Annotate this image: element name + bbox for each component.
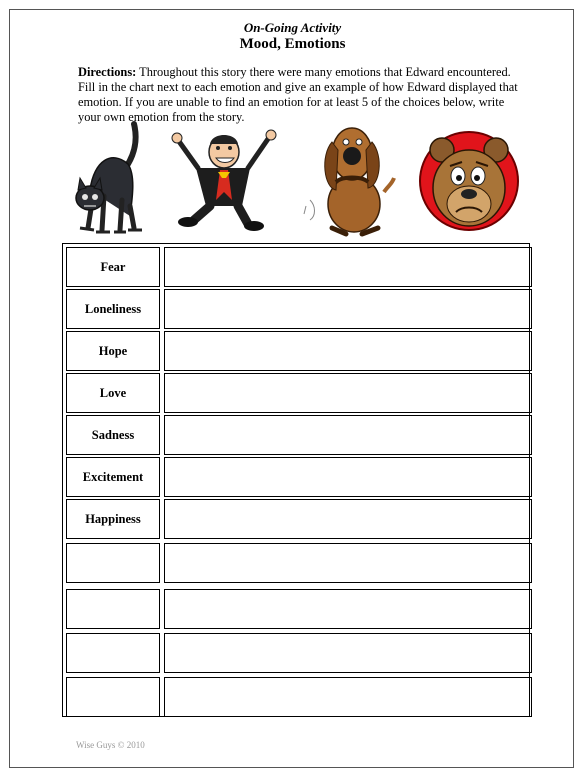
- table-row: [66, 373, 526, 413]
- excited-man-illustration: [168, 128, 280, 232]
- table-row: [66, 247, 526, 287]
- example-answer-cell[interactable]: [164, 415, 532, 455]
- example-answer-cell[interactable]: [164, 633, 532, 673]
- scared-cat-illustration: [72, 120, 150, 238]
- example-answer-cell[interactable]: [164, 499, 532, 539]
- header: [0, 20, 585, 53]
- directions-text: Throughout this story there were many emotions that Edward encountered. Fill in the chart next to each emotion and give an example of how Edward displayed that emotion. If you are unable to find an emotion for at least 5 of the choices below, write your own emotion from the story.: [78, 65, 518, 124]
- emotion-cell[interactable]: Love: [66, 373, 160, 413]
- example-answer-cell[interactable]: [164, 331, 532, 371]
- emotion-cell[interactable]: [66, 589, 160, 629]
- table-row: [66, 589, 526, 629]
- example-answer-cell[interactable]: [164, 589, 532, 629]
- emotion-cell[interactable]: Happiness: [66, 499, 160, 539]
- example-answer-cell[interactable]: [164, 373, 532, 413]
- table-row: [66, 633, 526, 673]
- example-answer-cell[interactable]: [164, 543, 532, 583]
- emotion-cell[interactable]: Sadness: [66, 415, 160, 455]
- emotion-cell[interactable]: Fear: [66, 247, 160, 287]
- table-row: [66, 289, 526, 329]
- emotion-chart: [62, 243, 530, 717]
- emotion-cell[interactable]: Loneliness: [66, 289, 160, 329]
- emotion-cell[interactable]: [66, 677, 160, 717]
- table-row: [66, 415, 526, 455]
- copyright-footer: Wise Guys © 2010: [76, 740, 145, 750]
- table-row: [66, 499, 526, 539]
- example-answer-cell[interactable]: [164, 457, 532, 497]
- sad-dog-illustration: [302, 120, 396, 238]
- example-answer-cell[interactable]: [164, 289, 532, 329]
- table-row: [66, 543, 526, 583]
- emotion-cell[interactable]: Excitement: [66, 457, 160, 497]
- directions-label: Directions:: [78, 65, 137, 79]
- example-answer-cell[interactable]: [164, 677, 532, 717]
- directions: [78, 65, 518, 125]
- table-row: [66, 331, 526, 371]
- page-subtitle: On-Going Activity: [243, 20, 342, 35]
- page-title: Mood, Emotions: [239, 36, 346, 52]
- emotion-cell[interactable]: [66, 543, 160, 583]
- table-row: [66, 457, 526, 497]
- emotion-cell[interactable]: Hope: [66, 331, 160, 371]
- example-answer-cell[interactable]: [164, 247, 532, 287]
- table-row: [66, 677, 526, 717]
- worried-bear-illustration: [418, 128, 520, 234]
- emotion-cell[interactable]: [66, 633, 160, 673]
